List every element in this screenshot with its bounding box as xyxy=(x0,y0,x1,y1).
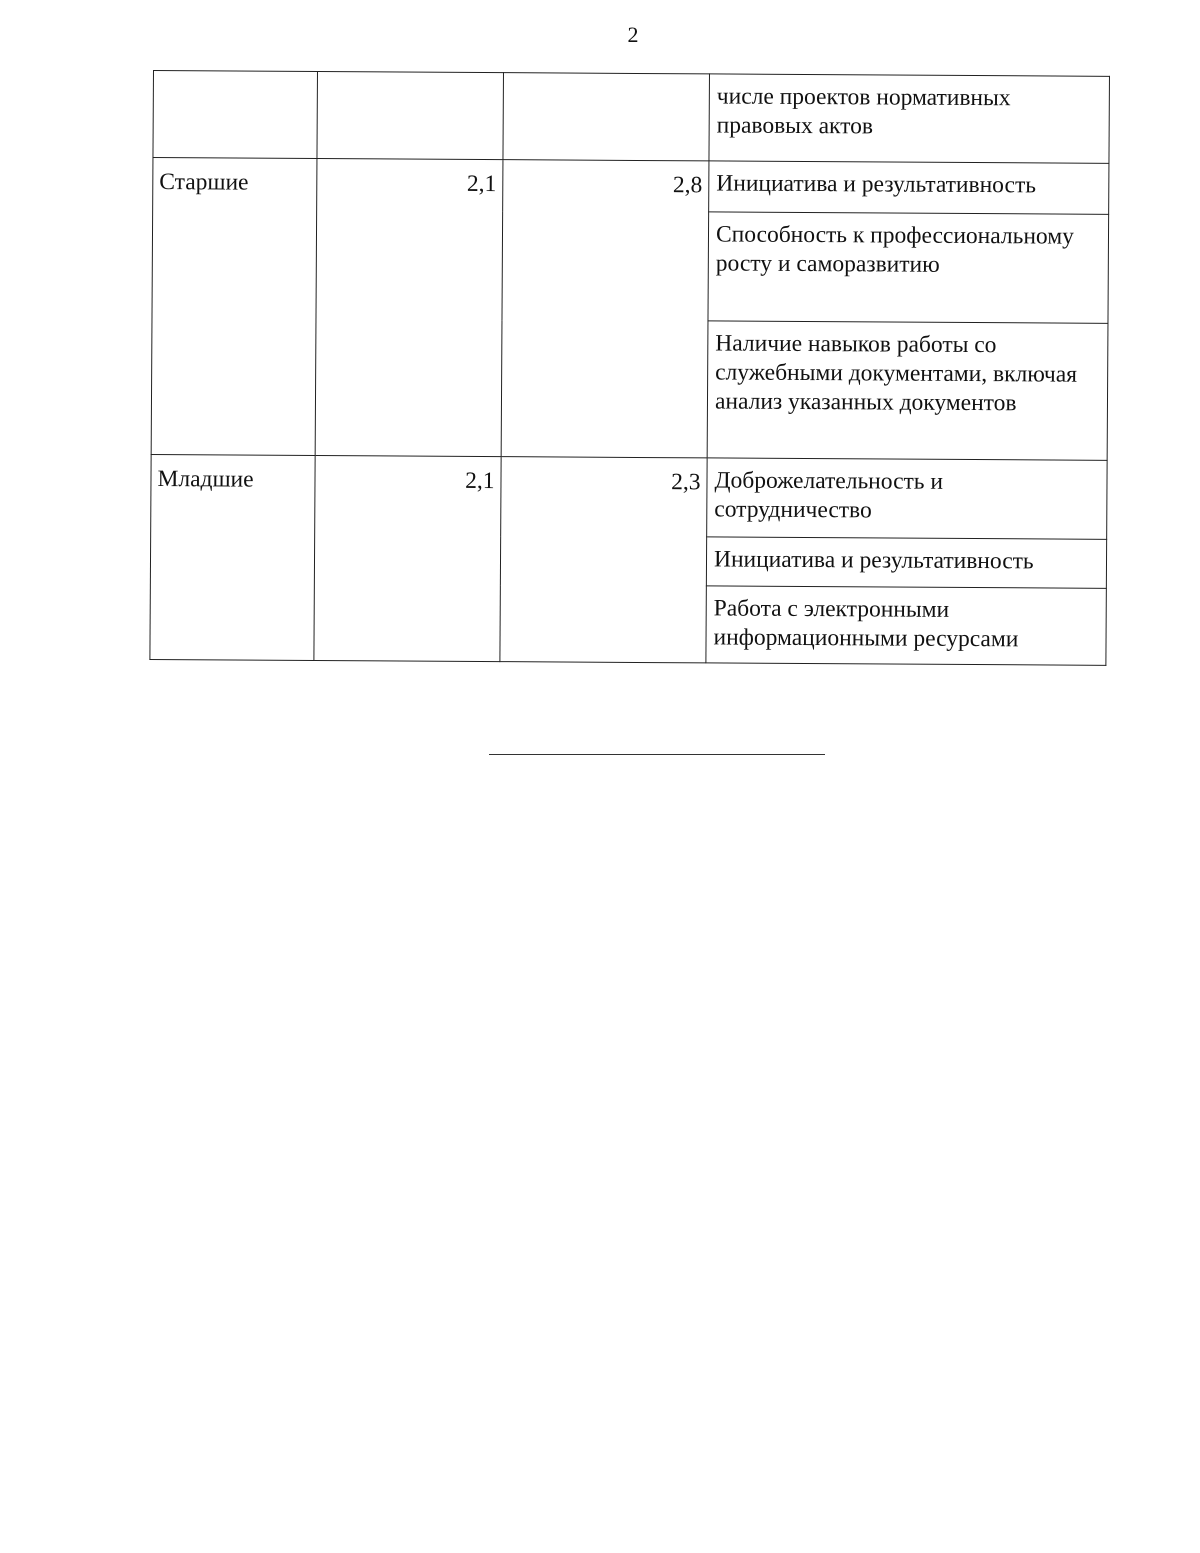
category-cell: Младшие xyxy=(150,454,315,660)
value-b-cell: 2,3 xyxy=(500,457,707,663)
quality-cell: Инициатива и результативность xyxy=(706,537,1106,588)
table-row xyxy=(151,454,1107,539)
quality-cell: Работа с электронными информационными ресурсами xyxy=(706,586,1106,665)
value-a-cell: 2,1 xyxy=(314,455,501,661)
value-a-cell: 2,1 xyxy=(315,159,503,457)
empty-cell xyxy=(153,71,318,159)
table-row xyxy=(153,158,1109,215)
table-row-continuation xyxy=(153,71,1110,164)
page-number: 2 xyxy=(627,22,639,47)
value-b-cell: 2,8 xyxy=(501,160,709,458)
empty-cell xyxy=(503,73,710,161)
end-of-document-line xyxy=(489,754,825,755)
quality-cell: Наличие навыков работы со служебными документами, включая анализ указанных документов xyxy=(707,321,1108,460)
quality-cell: числе проектов нормативных правовых актов xyxy=(709,74,1110,163)
quality-cell: Доброжелательность и сотрудничество xyxy=(707,458,1107,539)
empty-cell xyxy=(317,72,504,160)
competency-table xyxy=(149,70,1110,666)
quality-cell: Способность к профессиональному росту и саморазвитию xyxy=(708,212,1109,323)
quality-cell: Инициатива и результативность xyxy=(709,161,1109,214)
category-cell: Старшие xyxy=(151,158,317,456)
